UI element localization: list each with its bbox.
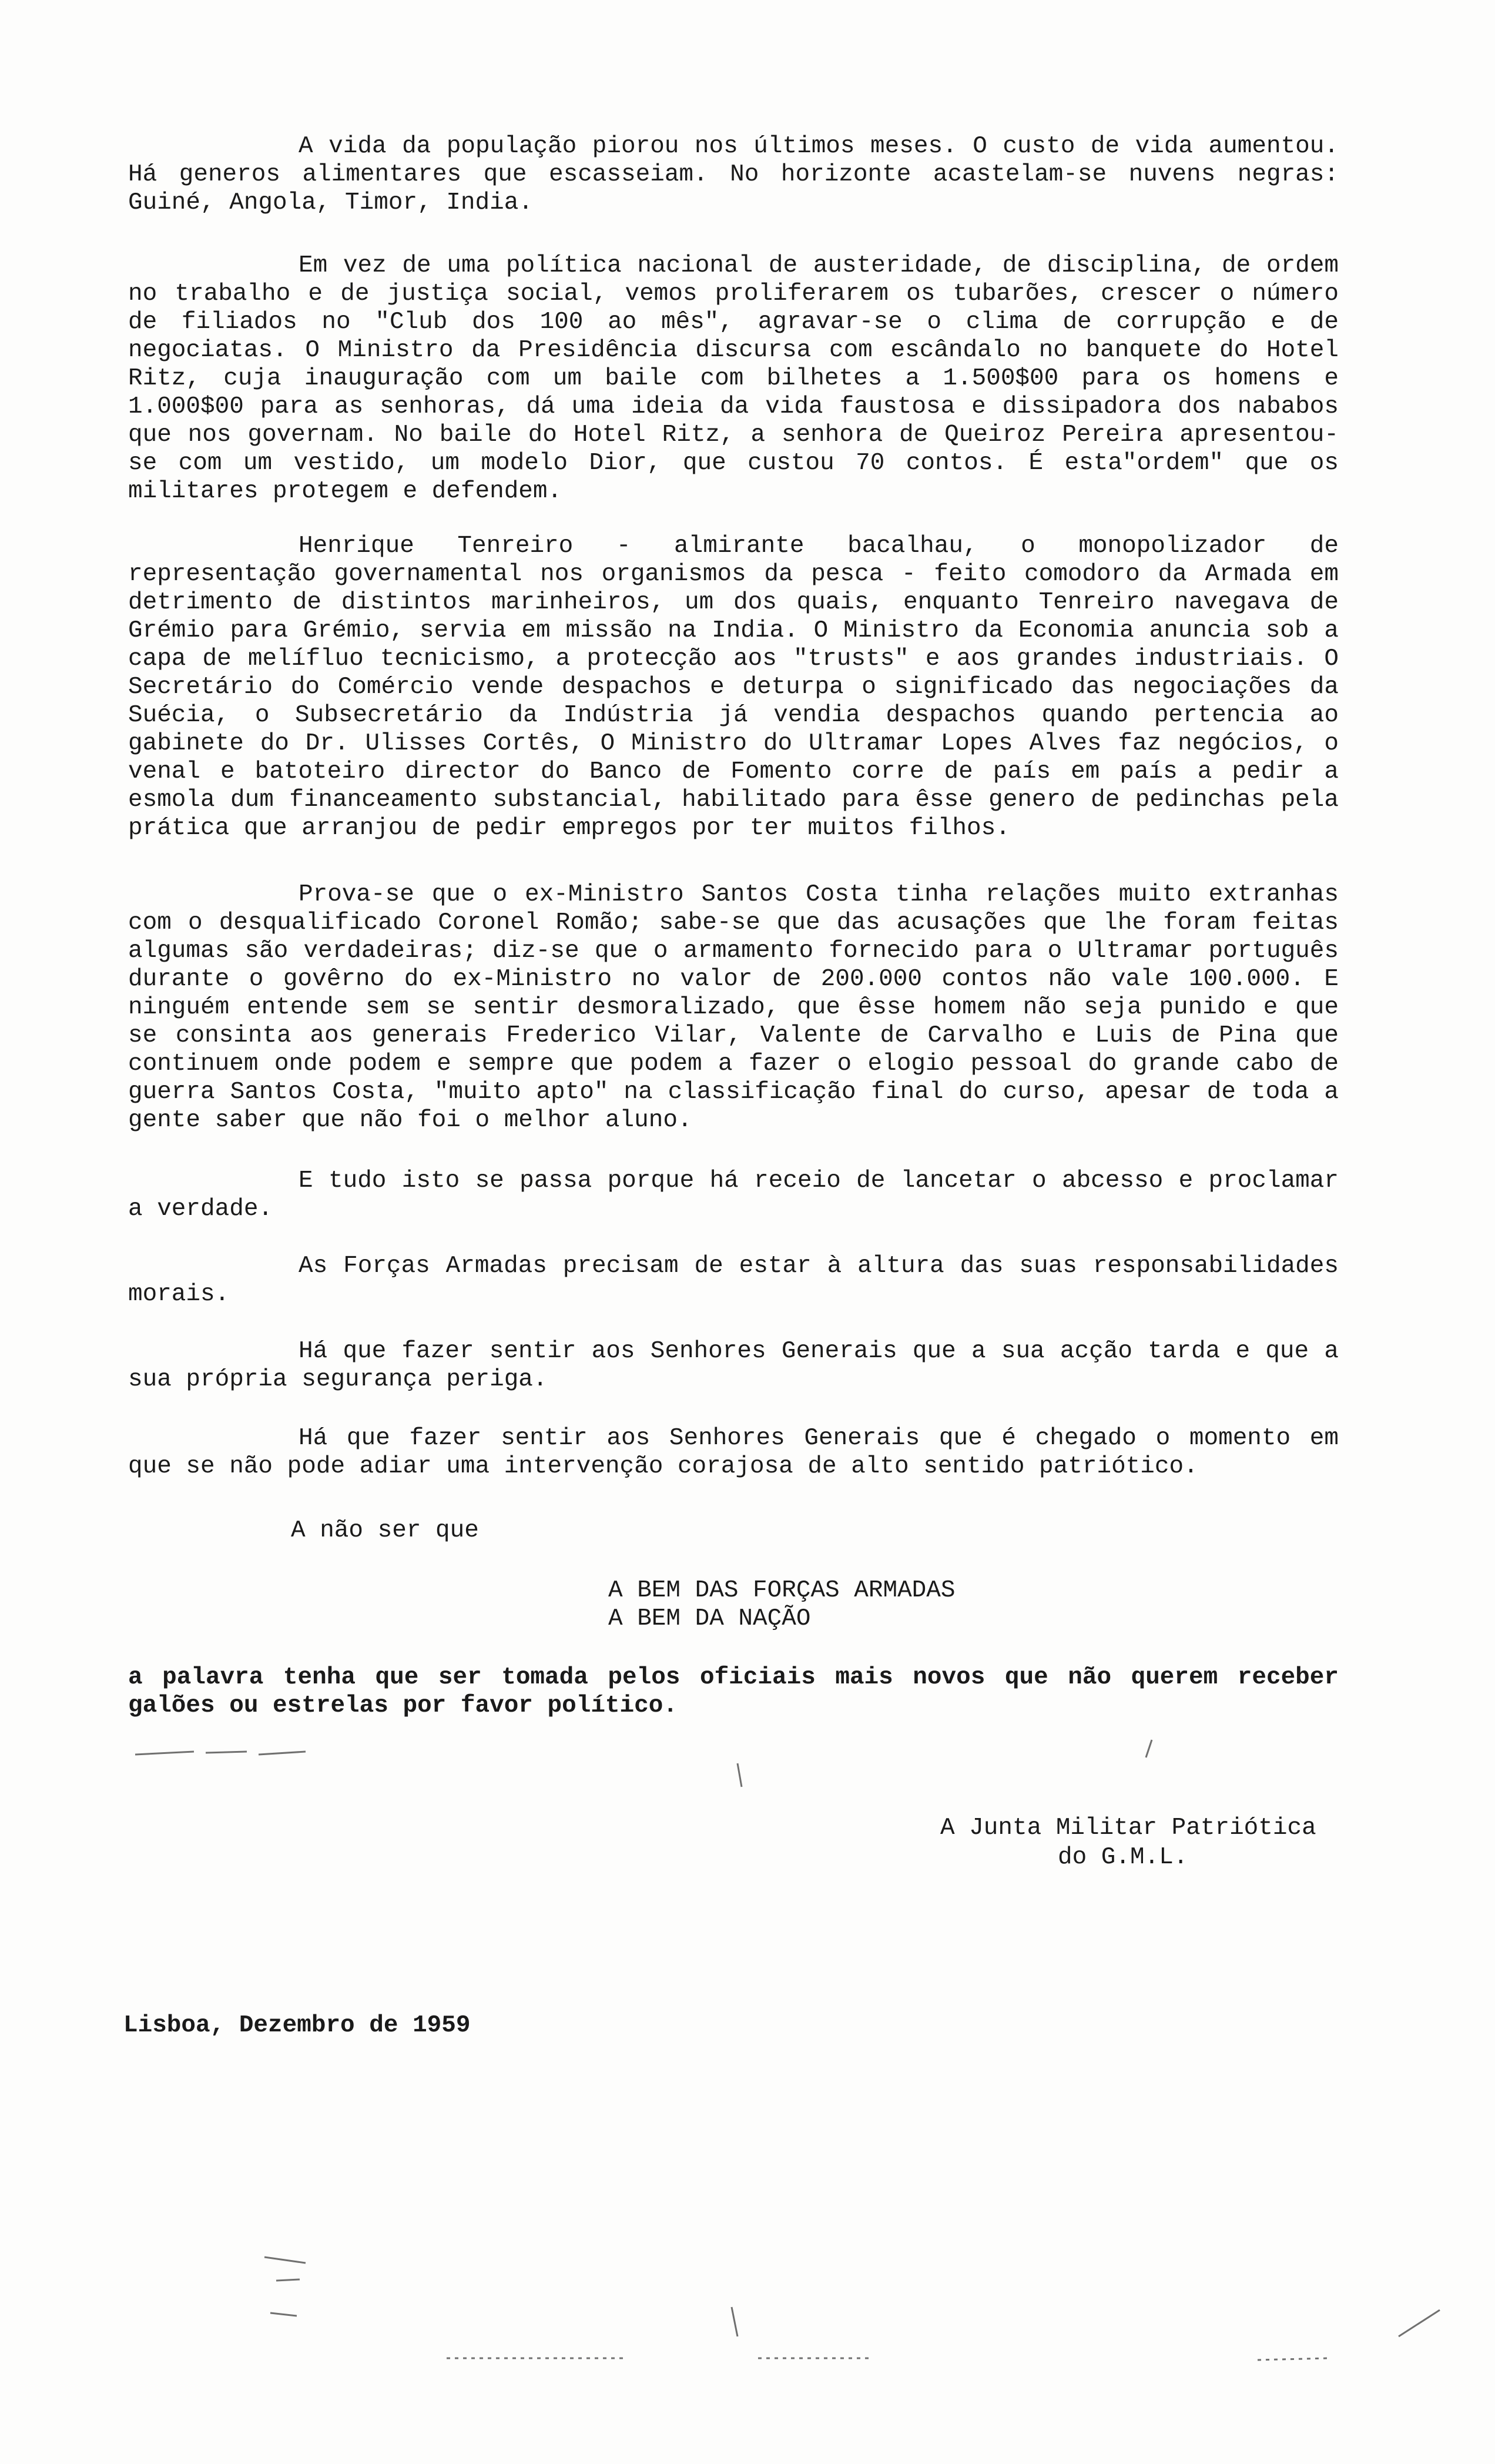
closing-paragraph: a palavra tenha que ser tomada pelos oficiais mais novos que não querem receber galões ou estrelas por favor político. [128,1664,1339,1719]
signature-line-gml: do G.M.L. [1058,1844,1188,1871]
paragraph-6 [128,1252,1339,1308]
paragraph-6-text: As Forças Armadas precisam de estar à altura das suas responsabilidades morais. [128,1253,1339,1308]
dateline: Lisboa, Dezembro de 1959 [123,2012,471,2039]
scan-smudge [264,2257,306,2316]
paragraph-8 [128,1424,1339,1481]
pen-mark [1399,2310,1440,2336]
paragraph-8-text: Há que fazer sentir aos Senhores Generais que é chegado o momento em que se não pode adiar uma intervenção corajosa de alto sentido patriótico. [128,1425,1339,1480]
pen-mark [738,1763,742,1787]
paragraph-5 [128,1167,1339,1223]
paragraph-1 [128,132,1339,217]
paragraph-7-text: Há que fazer sentir aos Senhores Generais que a sua acção tarda e que a sua própria segurança periga. [128,1338,1339,1393]
slogan-line-nation: A BEM DA NAÇÃO [608,1605,811,1632]
paragraph-4 [128,881,1339,1134]
pen-mark [732,2307,738,2336]
signature-block [940,1813,1316,1872]
paragraph-4-text: Prova-se que o ex-Ministro Santos Costa tinha relações muito extranhas com o desqualificado Coronel Romão; sabe-se que das acusações que lhe foram feitas algumas são verdadeiras; diz-se que o armamento fornecido para o Ultramar português durante o govêrno do ex-Ministro no valor de 200.000 contos não vale 100.000. E ninguém entende sem se sentir desmoralizado, que êsse homem não seja punido e que se consinta aos generais Frederico Vilar, Valente de Carvalho e Luis de Pina que continuem onde podem e sempre que podem a fazer o elogio pessoal do grande cabo de guerra Santos Costa, "muito apto" na classificação final do curso, apesar de toda a gente saber que não foi o melhor aluno. [128,881,1339,1134]
paragraph-5-text: E tudo isto se passa porque há receio de lancetar o abcesso e proclamar a verdade. [128,1167,1339,1223]
paragraph-1-text: A vida da população piorou nos últimos meses. O custo de vida aumentou. Há generos alimentares que escasseiam. No horizonte acastelam-se nuvens negras: Guiné, Angola, Timor, India. [128,133,1339,216]
paragraph-7 [128,1337,1339,1394]
paragraph-9: A não ser que [291,1517,479,1544]
paragraph-3 [128,532,1339,842]
scan-smudge [447,2358,1328,2360]
paragraph-2-text: Em vez de uma política nacional de austeridade, de disciplina, de ordem no trabalho e de justiça social, vemos proliferarem os tubarões, crescer o número de filiados no "Club dos 100 ao mês", agravar-se o clima de corrupção e de negociatas. O Ministro da Presidência discursa com escândalo no banquete do Hotel Ritz, cuja inauguração com um baile com bilhetes a 1.500$00 para os homens e 1.000$00 para as senhoras, dá uma ideia da vida faustosa e dissipadora dos nababos que nos governam. No baile do Hotel Ritz, a senhora de Queiroz Pereira apresentou-se com um vestido, um modelo Dior, que custou 70 contos. É esta"ordem" que os militares protegem e defendem. [128,252,1339,505]
paragraph-3-text: Henrique Tenreiro - almirante bacalhau, o monopolizador de representação governamental nos organismos da pesca - feito comodoro da Armada em detrimento de distintos marinheiros, um dos quais, enquanto Tenreiro navegava de Grémio para Grémio, servia em missão na India. O Ministro da Economia anuncia sob a capa de melífluo tecnicismo, a protecção aos "trusts" e aos grandes industriais. O Secretário do Comércio vende despachos e deturpa o significado das negociações da Suécia, o Subsecretário da Indústria já vendia despachos quando pertencia ao gabinete do Dr. Ulisses Cortês, O Ministro do Ultramar Lopes Alves faz negócios, o venal e batoteiro director do Banco de Fomento corre de país em país a pedir a esmola dum financeamento substancial, habilitado para êsse genero de pedinchas pela prática que arranjou de pedir empregos por ter muitos filhos. [128,533,1339,842]
slogan-line-armed-forces: A BEM DAS FORÇAS ARMADAS [608,1577,956,1604]
paragraph-2 [128,252,1339,505]
signature-line-junta: A Junta Militar Patriótica [940,1814,1316,1842]
slogan-block [608,1576,956,1633]
pen-mark [1146,1740,1152,1757]
scan-smudge [135,1752,306,1755]
